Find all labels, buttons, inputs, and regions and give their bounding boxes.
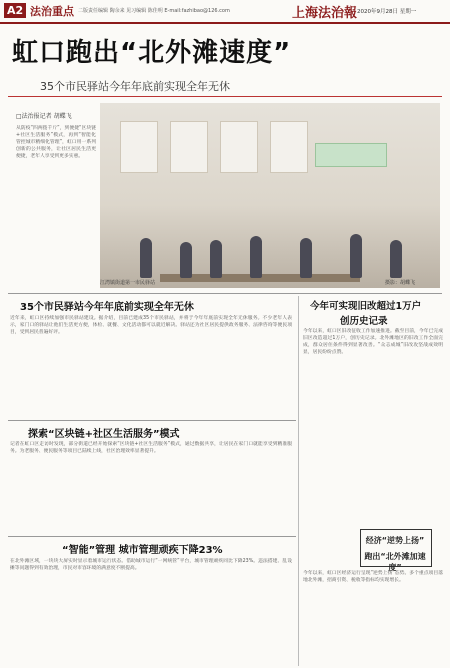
section-rule <box>8 293 442 294</box>
section-body-renovation: 今年以来，虹口区旧改征收工作加速推进。截至目前，今年已完成旧区改造超过1万户，创历史记录。北外滩地区的旧改工作全面完成，群众居住条件得到显著改善。“众志成城”旧改攻坚战成效明显，居民纷纷点赞。 <box>303 329 443 355</box>
photo-person <box>210 240 222 278</box>
photo-caption: 江湾镇街道第一市民驿站 <box>100 280 156 286</box>
section-heading-stations: 35个市民驿站今年年底前实现全年无休 <box>20 302 194 313</box>
page-number: A2 <box>4 3 26 18</box>
section-rule <box>8 420 296 421</box>
photo-person <box>250 236 262 278</box>
main-headline: 虹口跑出“北外滩速度” <box>12 38 292 68</box>
section-subheading-economy: 跑出“北外滩加速度” <box>364 552 426 572</box>
photo-window <box>220 121 258 173</box>
section-body-blockchain: 记者在虹口区走访时发现，部分街道已经开始探索“区块链+社区生活服务”模式，通过数据共享，让居民在家门口就能享受到精准服务。为老服务、便民服务等项目已陆续上线，社区治理效率显著提升。 <box>10 442 292 454</box>
photo-wall-sign <box>315 143 387 167</box>
section-heading-smart-governance: “智能”管理 城市管理顽疾下降23% <box>62 545 223 556</box>
section-body-stations: 近年来，虹口区持续加强市民驿站建设。据介绍，目前已建成35个市民驿站，并将于今年年底前实现全年无休服务。不少老年人表示，家门口的驿站让他们生活更方便，体检、就餐、文化活动都可以就近解决。驿站还为社区居民提供政务服务、法律咨询等便民项目，受到居民普遍好评。 <box>10 316 292 335</box>
section-subheading-renovation: 创历史记录 <box>340 316 388 327</box>
photo-window <box>270 121 308 173</box>
masthead-logo: 上海法治報 <box>292 6 358 21</box>
section-body-economy: 今年以来，虹口区经济运行呈现“逆势上扬”态势。多个重点项目落地北外滩，招商引资、税收等指标均实现增长。 <box>303 571 443 583</box>
photo-window <box>120 121 158 173</box>
photo-person <box>390 240 402 278</box>
photo-person <box>350 234 362 278</box>
photo-window <box>170 121 208 173</box>
section-title: 法治重点 <box>30 5 74 18</box>
intro-text: 从防疫“四两拨千斤”，到便捷“区块链+社区生活服务”模式，再到“智能化管控城市精细化管理”，虹口用一系列创新的公共服务，让社区居民生活更便捷，老年人享受到更多实惠。 <box>16 126 96 159</box>
main-subheadline: 35个市民驿站今年年底前实现全年无休 <box>40 80 230 93</box>
photo-person <box>140 238 152 278</box>
page-header <box>0 0 450 24</box>
publication-date: 2020年9月28日 星期一 <box>357 9 417 15</box>
section-heading-renovation: 今年可实现旧改超过1万户 <box>310 301 422 312</box>
byline: □法治报记者 胡蝶飞 <box>16 113 72 120</box>
column-divider <box>298 296 299 666</box>
headline-rule <box>8 96 442 97</box>
section-body-smart-governance: 在北外滩区域，一块块大屏实时显示着城市运行状态。借助城市运行“一网统管”平台，城市管理顽疾同比下降23%。违法搭建、乱设摊等问题得到有效治理，市民对市容环境的满意度不断提高。 <box>10 559 292 571</box>
section-heading-blockchain: 探索“区块链+社区生活服务”模式 <box>28 429 180 440</box>
photo-person <box>180 242 192 278</box>
editor-line: 二版责任编辑 陶余来 见习编辑 陈佳明 E-mail:fazhibao@126.com <box>78 8 230 14</box>
photo-credit: 摄影：胡蝶飞 <box>385 280 416 286</box>
news-photo <box>100 103 440 288</box>
section-heading-economy: 经济“逆势上扬” <box>365 536 425 545</box>
section-rule <box>8 536 296 537</box>
photo-person <box>300 238 312 278</box>
